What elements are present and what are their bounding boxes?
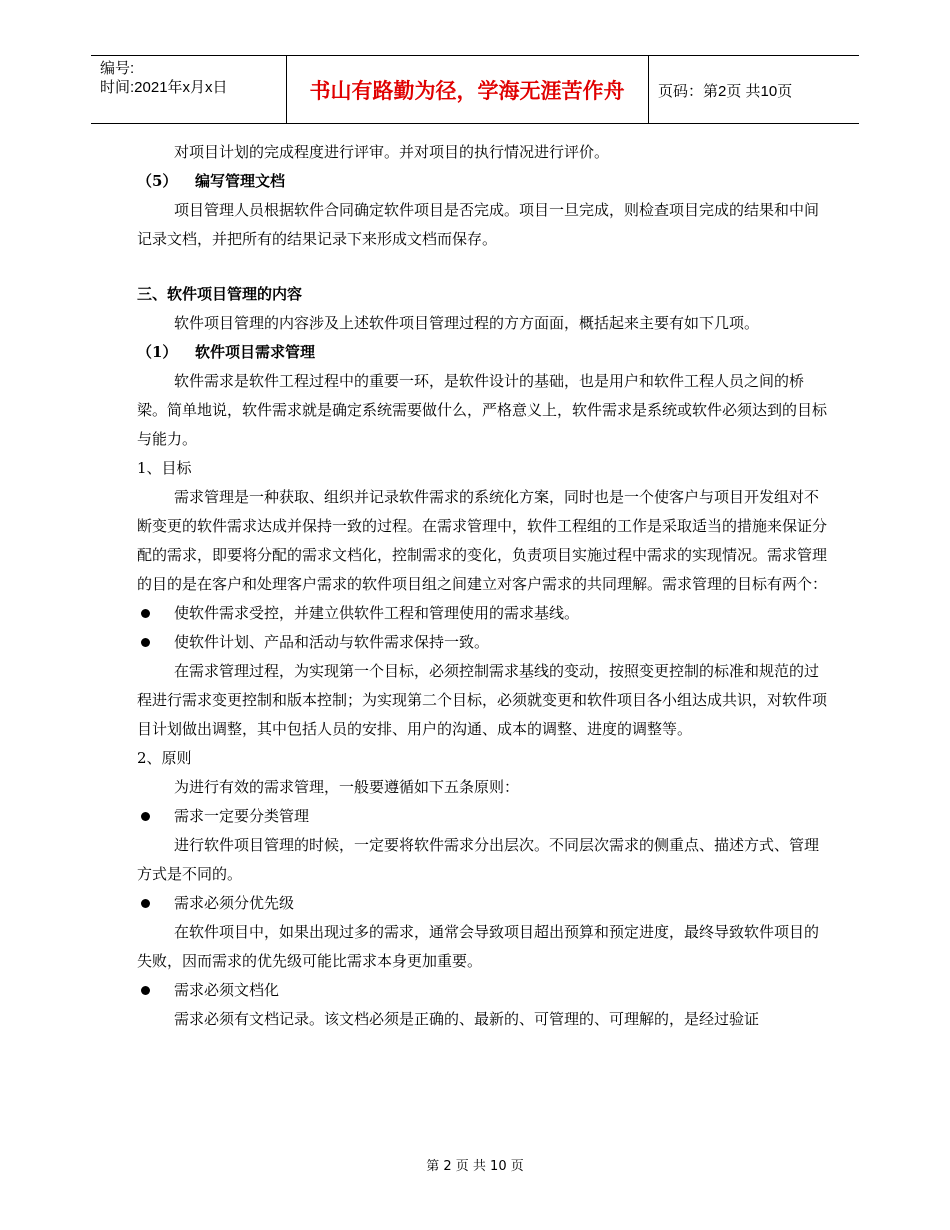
paragraph: 软件需求是软件工程过程中的重要一环，是软件设计的基础，也是用户和软件工程人员之间的桥梁。简单地说，软件需求就是确定系统需要做什么，严格意义上，软件需求是系统或软件必须达到的目标与能力。: [137, 372, 828, 448]
header-number-label: 编号:: [100, 60, 135, 77]
page-footer: 第 2 页 共 10 页: [426, 1159, 524, 1174]
bullet-item: [137, 976, 827, 1005]
header-motto: 书山有路勤为径，学海无涯苦作舟: [309, 78, 625, 103]
bullet-dot-icon: [141, 638, 150, 647]
page-header: [91, 55, 859, 124]
bullet-dot-icon: [141, 812, 150, 821]
header-divider-right: [648, 56, 649, 123]
heading-title: 软件项目需求管理: [195, 343, 316, 361]
bullet-dot-icon: [141, 986, 150, 995]
bullet-dot-icon: [141, 609, 150, 618]
heading-title: 编写管理文档: [195, 172, 286, 190]
bullet-dot-icon: [141, 899, 150, 908]
heading-number: （1）: [137, 343, 178, 361]
header-meta: [100, 59, 228, 97]
bullet-text: 需求必须文档化: [174, 981, 280, 999]
spacer: [137, 254, 827, 280]
bullet-item: [137, 628, 827, 657]
bullet-text: 需求必须分优先级: [174, 894, 295, 912]
paragraph: 对项目计划的完成程度进行评审。并对项目的执行情况进行评价。: [174, 143, 610, 161]
paragraph: 项目管理人员根据软件合同确定软件项目是否完成。项目一旦完成，则检查项目完成的结果和中间记录文档，并把所有的结果记录下来形成文档而保存。: [137, 201, 820, 248]
bullet-item: [137, 802, 827, 831]
paragraph: 进行软件项目管理的时候，一定要将软件需求分出层次。不同层次需求的侧重点、描述方式、管理方式是不同的。: [137, 836, 820, 883]
bullet-item: [137, 599, 827, 628]
paragraph: 在需求管理过程，为实现第一个目标，必须控制需求基线的变动，按照变更控制的标准和规范的过程进行需求变更控制和版本控制；为实现第二个目标，必须就变更和软件项目各小组达成共识，对软件项目计划做出调整，其中包括人员的安排、用户的沟通、成本的调整、进度的调整等。: [137, 662, 828, 738]
bullet-text: 使软件需求受控，并建立供软件工程和管理使用的需求基线。: [174, 604, 580, 622]
bullet-text: 使软件计划、产品和活动与软件需求保持一致。: [174, 633, 490, 651]
section-heading-5: [137, 167, 827, 196]
paragraph: 在软件项目中，如果出现过多的需求，通常会导致项目超出预算和预定进度，最终导致软件项目的失败，因而需求的优先级可能比需求本身更加重要。: [137, 923, 820, 970]
paragraph: 为进行有效的需求管理，一般要遵循如下五条原则：: [174, 778, 520, 796]
subheading-goal: 1、目标: [137, 459, 192, 477]
paragraph: 需求必须有文档记录。该文档必须是正确的、最新的、可管理的、可理解的，是经过验证: [174, 1010, 760, 1028]
section-heading-1: [137, 338, 827, 367]
header-time-label: 时间:2021年x月x日: [100, 79, 228, 96]
section-title-3: 三、软件项目管理的内容: [137, 285, 303, 303]
document-body: [137, 138, 827, 1034]
subheading-principles: 2、原则: [137, 749, 192, 767]
bullet-item: [137, 889, 827, 918]
header-page-info: 页码：第2页 共10页: [658, 83, 793, 100]
bullet-text: 需求一定要分类管理: [174, 807, 310, 825]
paragraph: 需求管理是一种获取、组织并记录软件需求的系统化方案，同时也是一个使客户与项目开发组对不断变更的软件需求达成并保持一致的过程。在需求管理中，软件工程组的工作是采取适当的措施来保证分配的需求，即要将分配的需求文档化，控制需求的变化，负责项目实施过程中需求的实现情况。需求管理的目的是在客户和处理客户需求的软件项目组之间建立对客户需求的共同理解。需求管理的目标有两个：: [137, 488, 828, 593]
heading-number: （5）: [137, 172, 178, 190]
paragraph: 软件项目管理的内容涉及上述软件项目管理过程的方方面面，概括起来主要有如下几项。: [174, 314, 760, 332]
